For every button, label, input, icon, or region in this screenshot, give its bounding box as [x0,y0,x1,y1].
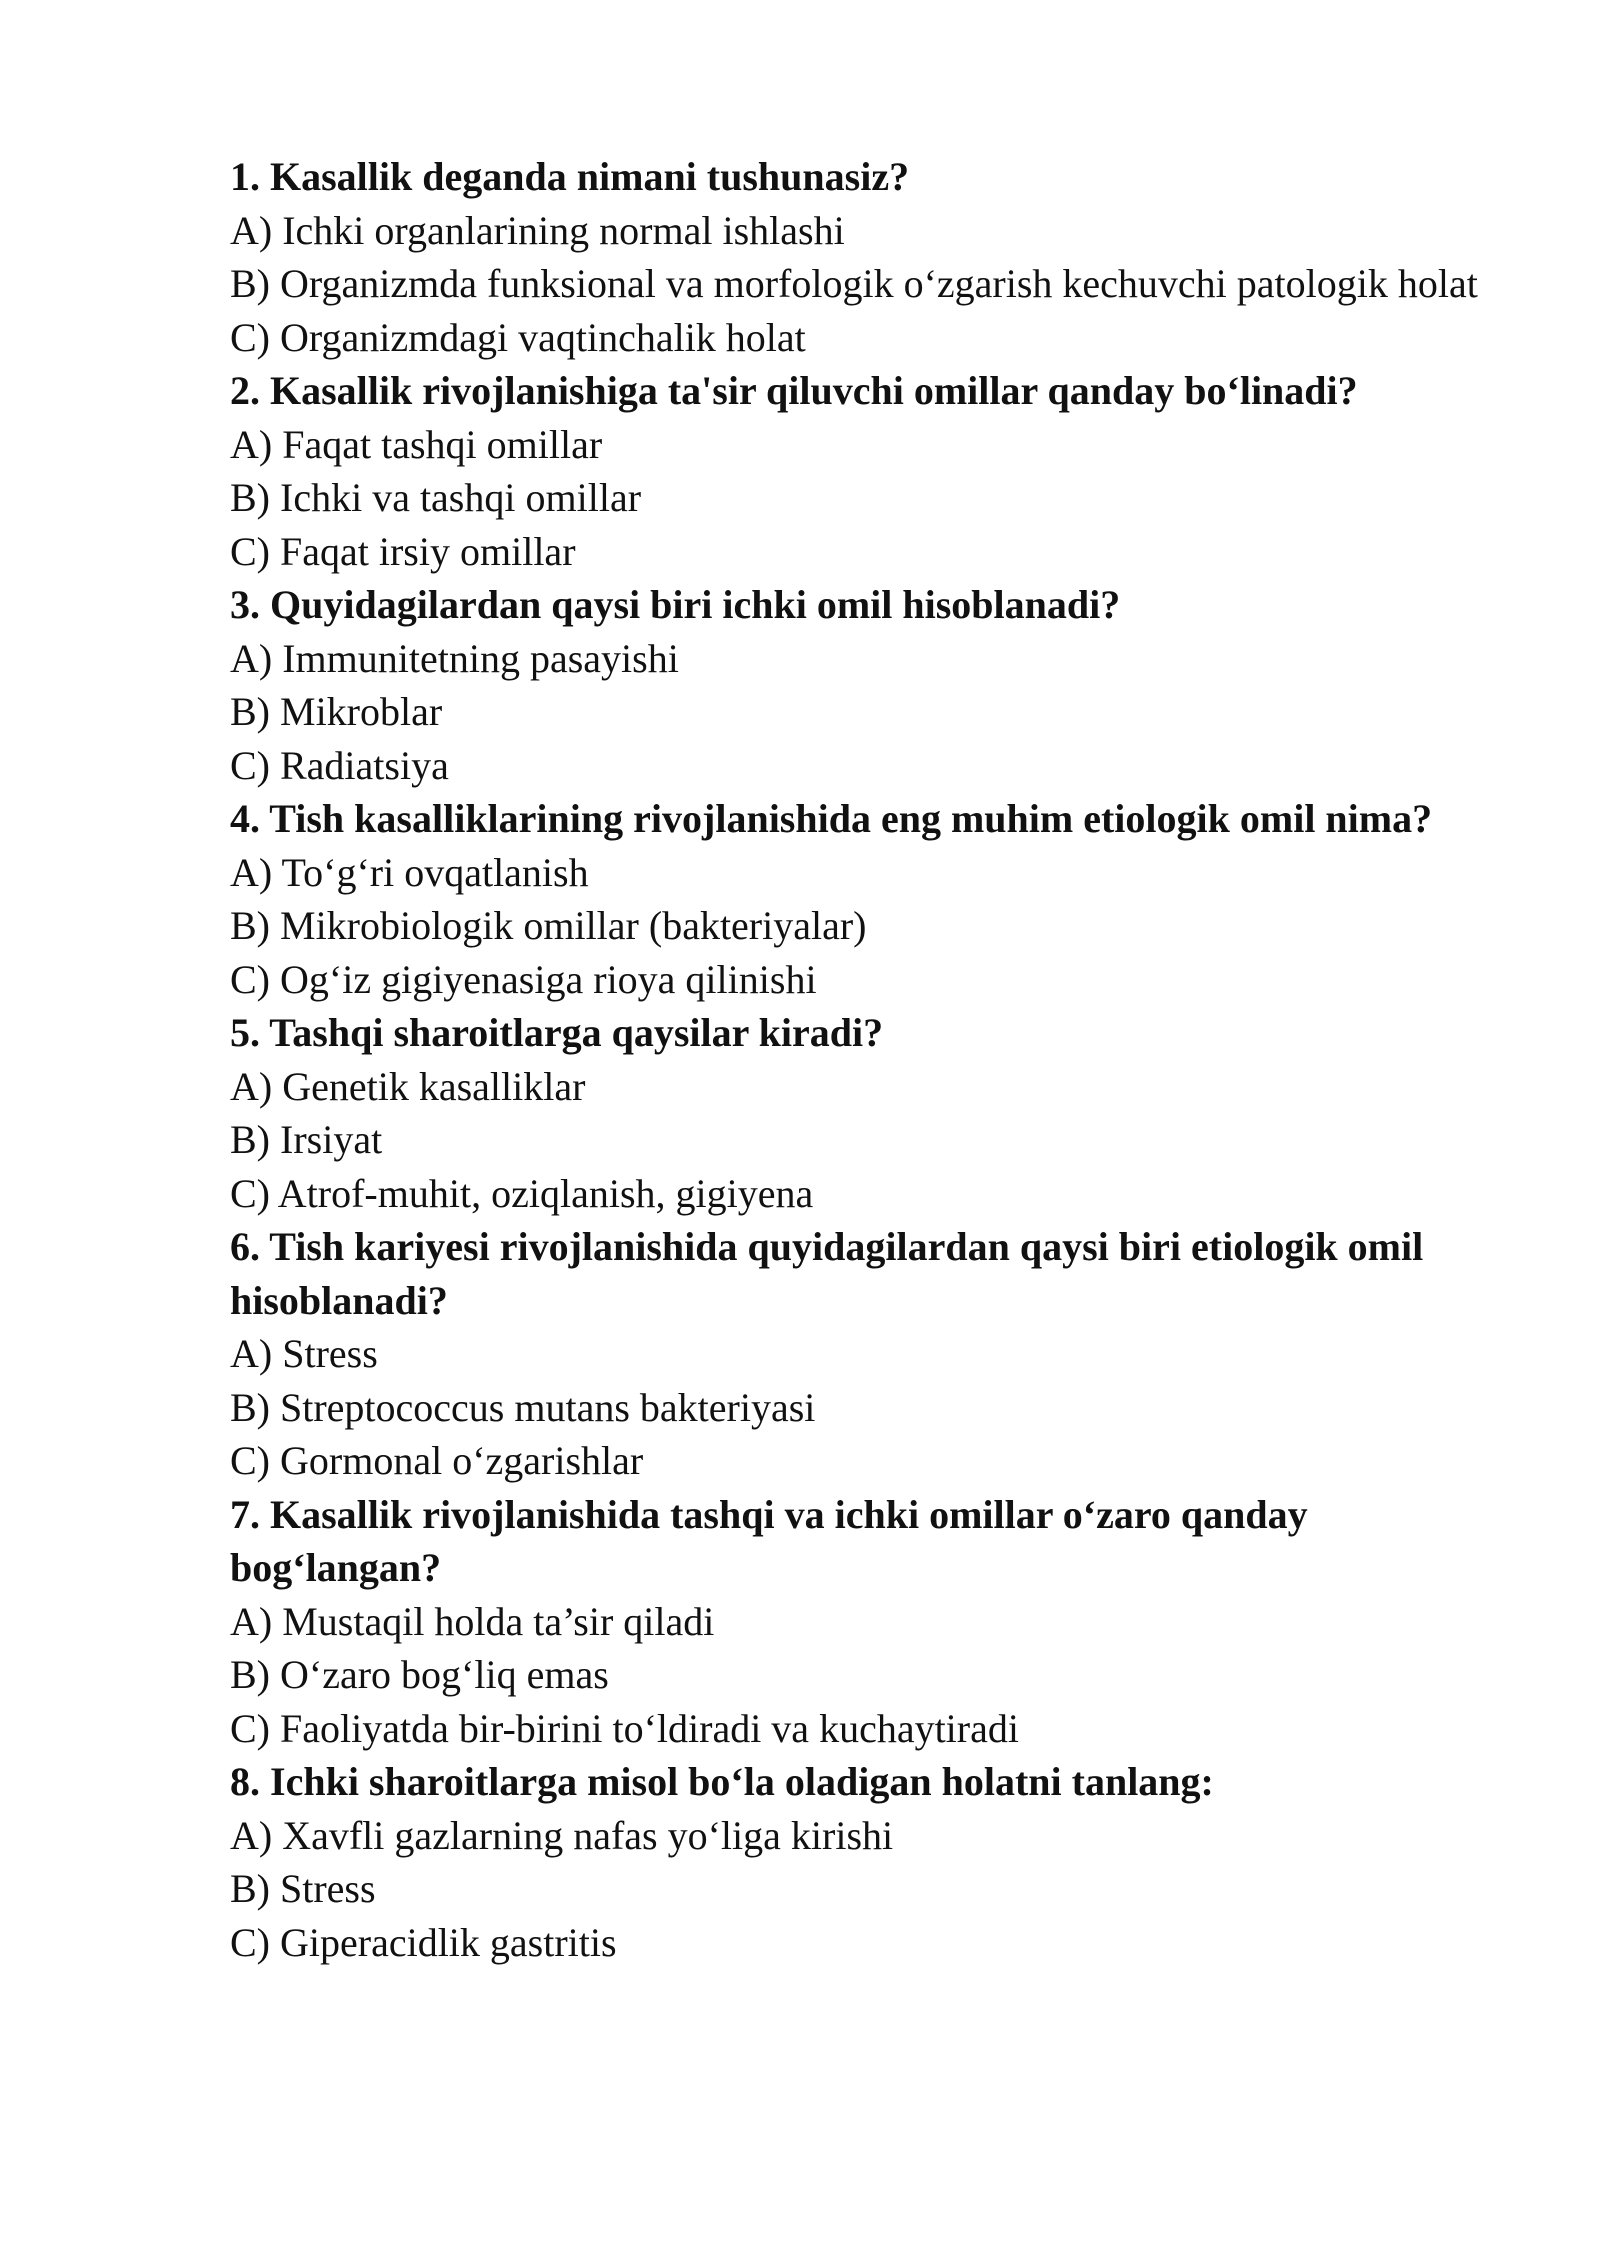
option-b: B) Organizmda funksional va morfologik o‘zgarish kechuvchi patologik holat [230,261,1478,306]
option-a: A) To‘g‘ri ovqatlanish [230,849,589,895]
question-text: 2. Kasallik rivojlanishiga ta'sir qiluvchi omillar qanday bo‘linadi? [230,368,1358,413]
option-b: B) Ichki va tashqi omillar [230,475,642,520]
question-1 [230,150,1492,364]
question-5 [230,1006,1492,1220]
option-b: B) Mikroblar [230,689,443,734]
option-b: B) Mikrobiologik omillar (bakteriyalar) [230,903,867,948]
question-text: 5. Tashqi sharoitlarga qaysilar kiradi? [230,1010,884,1055]
option-a: A) Stress [230,1331,378,1376]
question-text: 7. Kasallik rivojlanishida tashqi va ichki omillar o‘zaro qanday bog‘langan? [230,1491,1308,1590]
question-list [230,150,1492,1969]
option-a: A) Ichki organlarining normal ishlashi [230,207,845,253]
question-text: 8. Ichki sharoitlarga misol bo‘la oladigan holatni tanlang: [230,1759,1214,1804]
option-a: A) Xavfli gazlarning nafas yo‘liga kirishi [230,1812,894,1858]
question-text: 4. Tish kasalliklarining rivojlanishida eng muhim etiologik omil nima? [230,796,1433,841]
question-text: 1. Kasallik deganda nimani tushunasiz? [230,154,910,199]
option-c: C) Og‘iz gigiyenasiga rioya qilinishi [230,956,817,1002]
option-b: B) O‘zaro bog‘liq emas [230,1652,609,1697]
option-c: C) Faqat irsiy omillar [230,528,576,574]
option-c: C) Faoliyatda bir-birini to‘ldiradi va kuchaytiradi [230,1705,1019,1751]
option-a: A) Mustaqil holda ta’sir qiladi [230,1598,715,1644]
question-text: 6. Tish kariyesi rivojlanishida quyidagilardan qaysi biri etiologik omil hisoblanadi? [230,1224,1424,1323]
option-c: C) Gormonal o‘zgarishlar [230,1438,644,1483]
question-7 [230,1488,1492,1756]
option-b: B) Streptococcus mutans bakteriyasi [230,1384,816,1430]
question-4 [230,792,1492,1006]
option-a: A) Faqat tashqi omillar [230,421,603,467]
option-a: A) Immunitetning pasayishi [230,635,679,681]
option-a: A) Genetik kasalliklar [230,1063,586,1109]
question-2 [230,364,1492,578]
question-6 [230,1220,1492,1488]
option-b: B) Irsiyat [230,1117,383,1162]
question-text: 3. Quyidagilardan qaysi biri ichki omil hisoblanadi? [230,582,1121,627]
option-c: C) Radiatsiya [230,742,449,788]
question-3 [230,578,1492,792]
option-c: C) Atrof-muhit, oziqlanish, gigiyena [230,1170,814,1216]
option-c: C) Giperacidlik gastritis [230,1919,617,1965]
question-8 [230,1755,1492,1969]
option-c: C) Organizmdagi vaqtinchalik holat [230,314,806,360]
option-b: B) Stress [230,1866,376,1911]
